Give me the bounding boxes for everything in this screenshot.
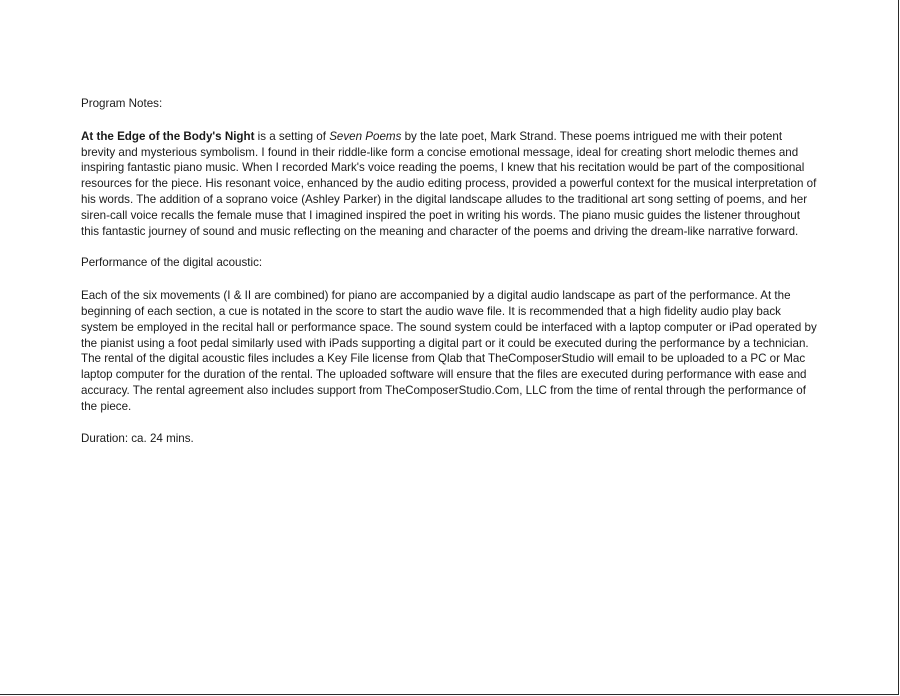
intro-text: is a setting of bbox=[254, 129, 330, 143]
performance-heading: Performance of the digital acoustic: bbox=[81, 256, 263, 270]
program-notes-content bbox=[81, 96, 819, 462]
program-notes-body: by the late poet, Mark Strand. These poems intrigued me with their potent brevity and mysterious symbolism. I found in their riddle-like form a concise emotional message, ideal for creating short melodic themes and inspiring fantastic piano music. When I recorded Mark's voice reading the poems, I knew that his recitation would be part of the compositional resources for the piece. His resonant voice, enhanced by the audio editing process, provided a powerful context for the musical interpretation of his words. The addition of a soprano voice (Ashley Parker) in the digital landscape alludes to the traditional art song setting of poems, and her siren-call voice recalls the female muse that I imagined inspired the poet in writing his words. The piano music guides the listener throughout this fantastic journey of sound and music reflecting on the meaning and character of the poems and driving the dream-like narrative forward. bbox=[81, 129, 817, 238]
performance-paragraph: Each of the six movements (I & II are combined) for piano are accompanied by a digital audio landscape as part of the performance. At the beginning of each section, a cue is notated in the score to start the audio wave file. It is recommended that a high fidelity audio play back system be employed in the recital hall or performance space. The sound system could be interfaced with a laptop computer or iPad operated by the pianist using a foot pedal similarly used with iPads supporting a digital part or it could be executed during the performance by a technician. The rental of the digital acoustic files includes a Key File license from Qlab that TheComposerStudio will email to be uploaded to a PC or Mac laptop computer for the duration of the rental. The uploaded software will ensure that the files are executed during performance with ease and accuracy. The rental agreement also includes support from TheComposerStudio.Com, LLC from the time of rental through the performance of the piece. bbox=[81, 289, 817, 413]
poem-collection-title: Seven Poems bbox=[329, 129, 402, 143]
program-notes-heading: Program Notes: bbox=[81, 97, 163, 110]
program-notes-paragraph bbox=[81, 129, 819, 240]
work-title: At the Edge of the Body's Night bbox=[81, 129, 255, 143]
duration-line: Duration: ca. 24 mins. bbox=[81, 431, 194, 445]
